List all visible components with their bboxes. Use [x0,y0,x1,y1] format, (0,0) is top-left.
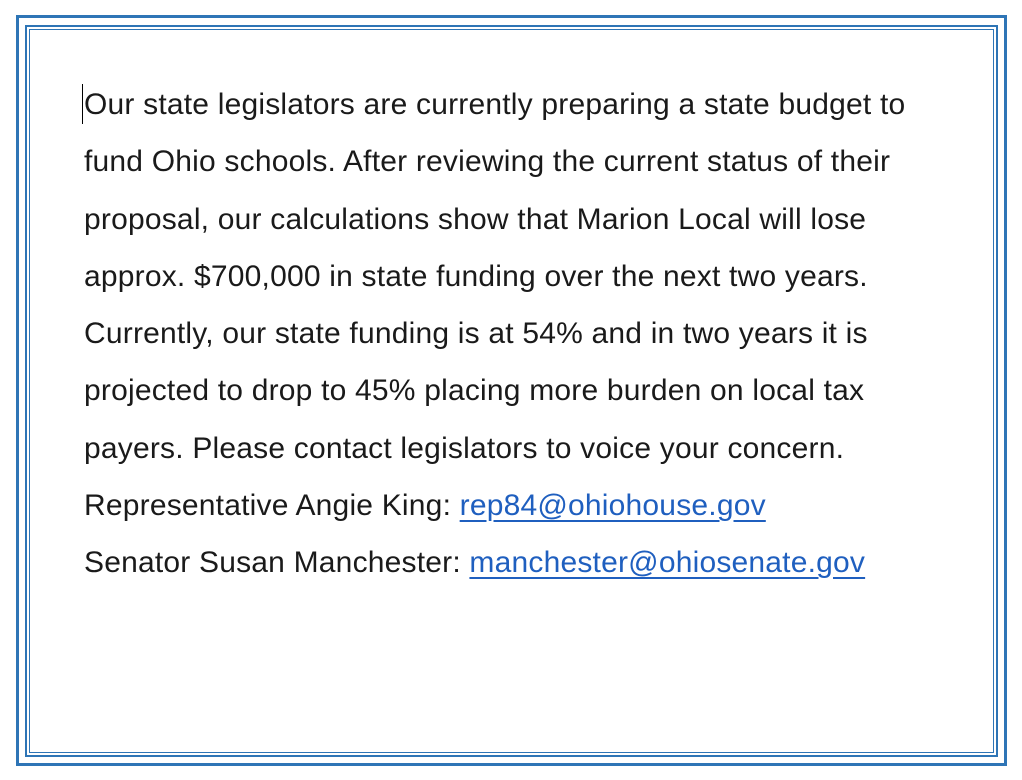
representative-email-link[interactable]: rep84@ohiohouse.gov [459,489,766,523]
text-box[interactable] [84,76,964,591]
contact-representative-label: Representative Angie King: [84,489,460,523]
text-cursor [82,84,83,124]
senator-email-link[interactable]: manchester@ohiosenate.gov [469,546,866,580]
contact-senator [84,534,964,591]
contact-senator-label: Senator Susan Manchester: [84,546,470,580]
contact-representative [84,477,964,534]
body-paragraph: Our state legislators are currently preparing a state budget to fund Ohio schools. After reviewing the current status of their proposal, our calculations show that Marion Local will lose approx. $700,000 in state funding over the next two years. Currently, our state funding is at 54% and in two years it is projected to drop to 45% placing more burden on local tax payers. Please contact legislators to voice your concern. [84,88,906,465]
